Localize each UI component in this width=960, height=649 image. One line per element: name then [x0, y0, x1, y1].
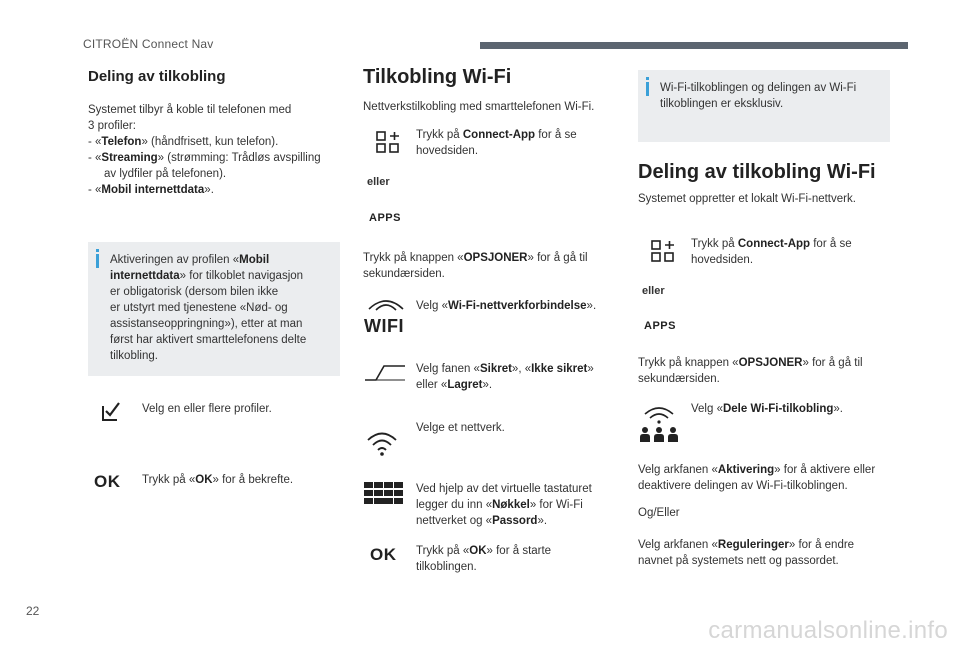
section-title-wifi: Tilkobling Wi-Fi: [363, 66, 512, 88]
info-icon-bar: [646, 82, 649, 96]
profile-item-phone: - «Telefon» (håndfrisett, kun telefon).: [88, 136, 279, 148]
info-icon: [96, 249, 99, 252]
step-start-connection: Trykk på «OK» for å starte tilkoblingen.: [416, 545, 552, 573]
step-enter-key: Ved hjelp av det virtuelle tastaturet legger du inn «Nøkkel» for Wi-Fi nettverket og «Passord».: [416, 483, 592, 527]
step-activation: Velg arkfanen «Aktivering» for å aktivere eller deaktivere delingen av Wi-Fi-tilkoblingen.: [638, 464, 876, 492]
step-confirm-ok: Trykk på «OK» for å bekrefte.: [142, 474, 294, 486]
wifi-word-icon: WIFI: [364, 316, 404, 336]
wifi-signal-icon: [366, 430, 398, 456]
info-note-exclusive: Wi-Fi-tilkoblingen og delingen av Wi-Fi tilkoblingen er eksklusiv.: [638, 70, 890, 142]
share-wifi-people-icon: [639, 404, 679, 444]
profile-item-mobile-data: - «Mobil internettdata».: [88, 184, 214, 196]
step-options: Trykk på knappen «OPSJONER» for å gå til sekundærsiden.: [363, 252, 588, 280]
connect-app-grid-icon: [651, 240, 675, 262]
checkbox-icon: [101, 400, 121, 422]
ok-icon: OK: [370, 545, 397, 564]
info-icon-bar: [96, 254, 99, 268]
header-bar: [480, 42, 908, 49]
or-label: eller: [367, 176, 390, 188]
or-label: eller: [642, 285, 665, 297]
profile-item-streaming-cont: av lydfiler på telefonen).: [104, 168, 227, 180]
step-connect-app: Trykk på Connect-App for å se hovedsiden.: [416, 129, 577, 157]
step-select-network: Velge et nettverk.: [416, 422, 505, 434]
step-select-profiles: Velg en eller flere profiler.: [142, 403, 272, 415]
section-title-wifi-sharing: Deling av tilkobling Wi-Fi: [638, 161, 876, 183]
keyboard-icon: [364, 482, 404, 510]
intro-line: 3 profiler:: [88, 120, 136, 132]
intro-line: Systemet tilbyr å koble til telefonen med: [88, 104, 292, 116]
step-options: Trykk på knappen «OPSJONER» for å gå til sekundærsiden.: [638, 357, 863, 385]
wifi-network-icon: [366, 297, 406, 311]
apps-icon: APPS: [644, 320, 676, 332]
step-settings: Velg arkfanen «Reguleringer» for å endre navnet på systemets nett og passordet.: [638, 539, 855, 567]
wifi-sharing-intro: Systemet oppretter et lokalt Wi-Fi-nettverk.: [638, 193, 856, 205]
header-title: CITROËN Connect Nav: [83, 37, 214, 51]
and-or-label: Og/Eller: [638, 507, 680, 519]
watermark: carmanualsonline.info: [708, 617, 948, 644]
step-select-tab: Velg fanen «Sikret», «Ikke sikret» eller «Lagret».: [416, 363, 594, 391]
step-share-wifi: Velg «Dele Wi-Fi-tilkobling».: [691, 403, 843, 415]
ok-icon: OK: [94, 472, 121, 491]
profile-item-streaming: - «Streaming» (strømming: Trådløs avspilling: [88, 152, 321, 164]
wifi-intro: Nettverkstilkobling med smarttelefonen Wi-Fi.: [363, 101, 595, 113]
tab-icon: [364, 364, 406, 382]
sharing-intro: [88, 102, 348, 198]
apps-icon: APPS: [369, 212, 401, 224]
step-wifi-connection: Velg «Wi-Fi-nettverkforbindelse».: [416, 300, 597, 312]
section-title-sharing: Deling av tilkobling: [88, 68, 226, 85]
page-number: 22: [26, 604, 40, 618]
info-note-mobile-data: Aktiveringen av profilen «Mobil internettdata» for tilkoblet navigasjon er obligatorisk (dersom bilen ikke er utstyrt med tjenestene «Nød- og assistanseoppringning»), etter at man først har aktivert smarttelefonens delte tilkobling.: [88, 242, 340, 376]
step-connect-app: Trykk på Connect-App for å se hovedsiden.: [691, 238, 852, 266]
connect-app-grid-icon: [376, 131, 400, 153]
info-icon: [646, 77, 649, 80]
